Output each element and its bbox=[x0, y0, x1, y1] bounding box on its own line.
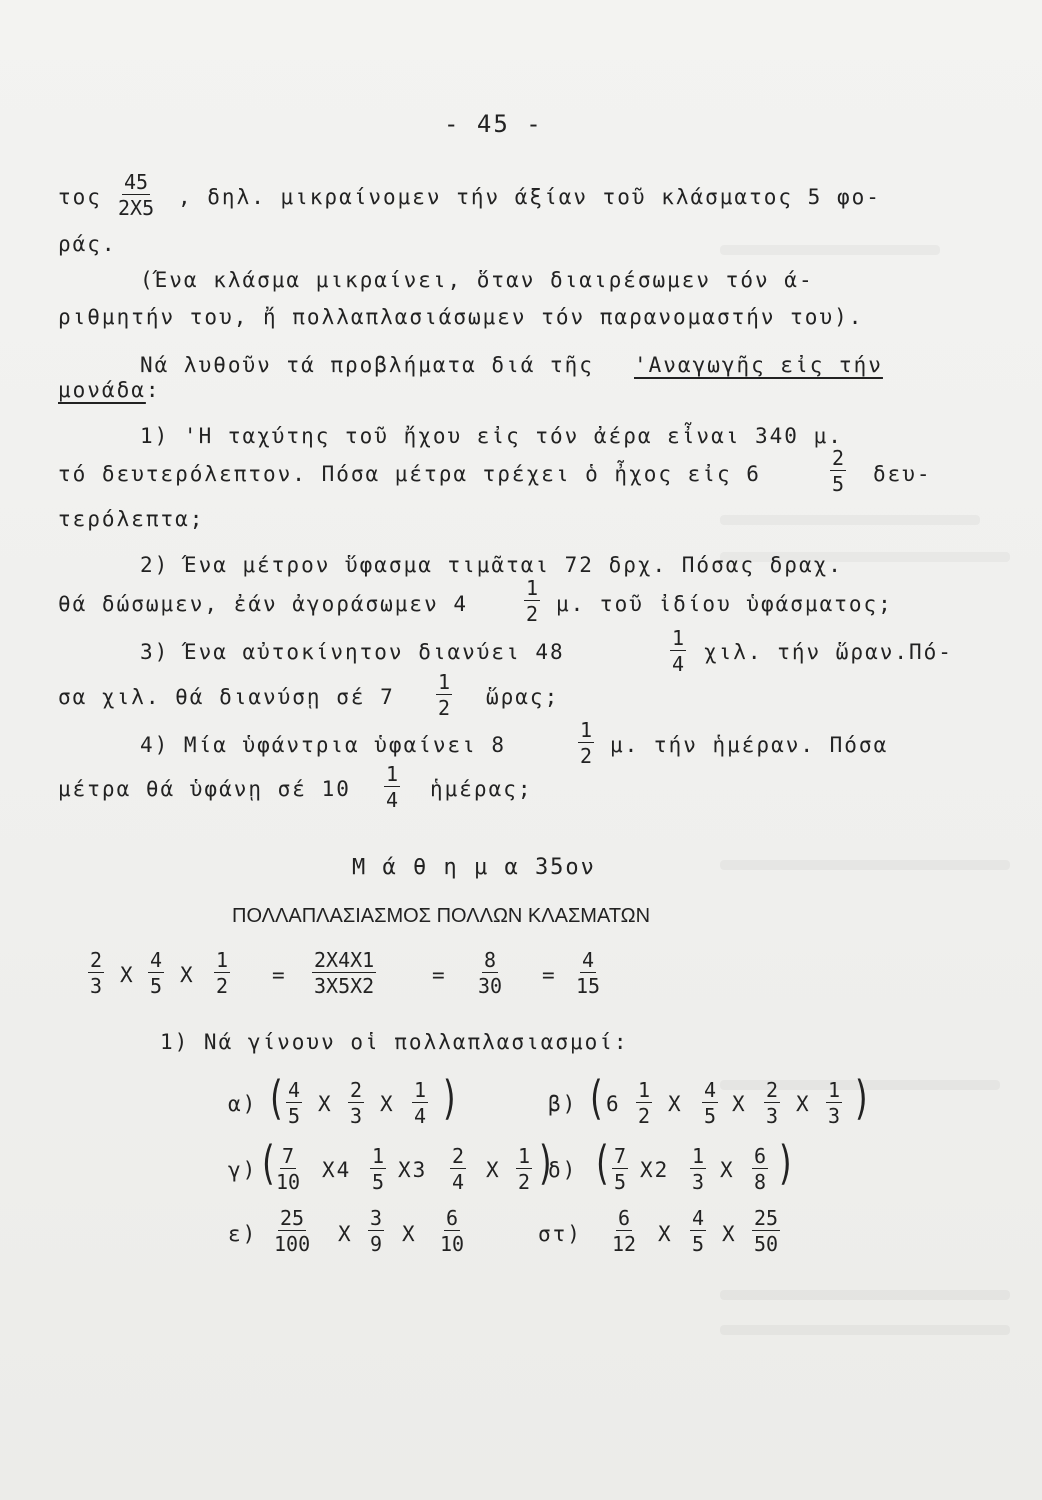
problem-4: ἡμέρας; bbox=[430, 777, 533, 801]
bleed-through bbox=[720, 860, 1010, 870]
times-sign: Χ bbox=[796, 1092, 811, 1116]
fraction: $\frac{1}{2}$ bbox=[526, 576, 539, 626]
fraction: $\frac{7}{5}$ bbox=[614, 1144, 627, 1194]
fraction: $\frac{1}{5}$ bbox=[372, 1144, 385, 1194]
lesson-subtitle: ΠΟΛΛΑΠΛΑΣΙΑΣΜΟΣ ΠΟΛΛΩΝ ΚΛΑΣΜΑΤΩΝ bbox=[232, 905, 651, 927]
whole-number: Χ2 bbox=[640, 1158, 670, 1182]
intro-text: , δηλ. μικραίνομεν τήν άξίαν τοῦ κλάσματος 5 φο- bbox=[178, 185, 881, 209]
fraction: $\frac{1}{2}$ bbox=[438, 670, 451, 720]
problem-2: μ. τοῦ ἰδίου ὑφάσματος; bbox=[556, 592, 893, 616]
fraction: $\frac{4}{5}$ bbox=[692, 1206, 705, 1256]
whole-number: Χ3 bbox=[398, 1158, 428, 1182]
problem-3: 3) Ένα αὐτοκίνητον διανύει 48 bbox=[140, 640, 565, 664]
paren: ) bbox=[536, 1136, 556, 1190]
fraction: $\frac{4}{15}$ bbox=[576, 948, 601, 998]
problem-4: 4) Μία ὑφάντρια ὑφαίνει 8 bbox=[140, 733, 507, 757]
bleed-through bbox=[720, 515, 980, 525]
problem-1: τερόλεπτα; bbox=[58, 507, 205, 531]
task-line2: μονάδα: bbox=[58, 378, 161, 402]
fraction: $\frac{4}{5}$ bbox=[150, 948, 163, 998]
exercise-label: δ) bbox=[548, 1158, 578, 1182]
exercise-label: β) bbox=[548, 1092, 578, 1116]
page-number: - 45 - bbox=[444, 110, 543, 138]
fraction: $\frac{2}{3}$ bbox=[766, 1078, 779, 1128]
times-sign: Χ bbox=[318, 1092, 333, 1116]
times-sign: Χ bbox=[658, 1222, 673, 1246]
note-text: ριθμητήν του, ἤ πολλαπλασιάσωμεν τόν παρανομαστήν του). bbox=[58, 305, 864, 329]
bleed-through bbox=[720, 1290, 1010, 1300]
fraction: $\frac{25}{100}$ bbox=[274, 1206, 311, 1256]
times-sign: Χ bbox=[380, 1092, 395, 1116]
paren: ) bbox=[776, 1136, 796, 1190]
fraction: $\frac{1}{2}$ bbox=[216, 948, 229, 998]
times-sign: Χ bbox=[732, 1092, 747, 1116]
times-sign: Χ bbox=[722, 1222, 737, 1246]
fraction: $\frac{2}{3}$ bbox=[90, 948, 103, 998]
paren: ) bbox=[440, 1071, 460, 1125]
task-underlined: 'Αναγωγῆς εἰς τήν bbox=[634, 353, 883, 377]
fraction: $\frac{3}{9}$ bbox=[370, 1206, 383, 1256]
paren: ( bbox=[258, 1136, 278, 1190]
problem-3: χιλ. τήν ὥραν.Πό- bbox=[704, 640, 953, 664]
fraction: $\frac{1}{4}$ bbox=[672, 626, 685, 676]
whole-number: Χ4 bbox=[322, 1158, 352, 1182]
intro-text: τος bbox=[58, 185, 102, 209]
fraction: $\frac{1}{3}$ bbox=[692, 1144, 705, 1194]
exercise-label: στ) bbox=[538, 1222, 582, 1246]
intro-text: ράς. bbox=[58, 232, 117, 256]
times-sign: Χ bbox=[120, 963, 135, 987]
paren: ( bbox=[586, 1071, 606, 1125]
fraction: $\frac{8}{30}$ bbox=[478, 948, 503, 998]
paren: ( bbox=[592, 1136, 612, 1190]
problem-1: 1) 'Η ταχύτης τοῦ ἤχου εἰς τόν ἀέρα εἶναι 340 μ. bbox=[140, 424, 843, 448]
times-sign: Χ bbox=[338, 1222, 353, 1246]
fraction: $\frac{1}{4}$ bbox=[386, 762, 399, 812]
times-sign: Χ bbox=[668, 1092, 683, 1116]
fraction: $\frac{4}{5}$ bbox=[704, 1078, 717, 1128]
fraction: $\frac{6}{12}$ bbox=[612, 1206, 637, 1256]
fraction: $\frac{7}{10}$ bbox=[276, 1144, 301, 1194]
fraction: $\frac{1}{2}$ bbox=[580, 718, 593, 768]
fraction: $\frac{2X4X1}{3X5X2}$ bbox=[314, 948, 375, 998]
times-sign: Χ bbox=[402, 1222, 417, 1246]
times-sign: Χ bbox=[486, 1158, 501, 1182]
paren: ) bbox=[852, 1071, 872, 1125]
problem-2: θά δώσωμεν, ἐάν ἀγοράσωμεν 4 bbox=[58, 592, 469, 616]
fraction: $\frac{2}{5}$ bbox=[832, 446, 845, 496]
bleed-through bbox=[720, 1325, 1010, 1335]
equals-sign: = bbox=[272, 963, 287, 987]
times-sign: Χ bbox=[180, 963, 195, 987]
problem-3: σα χιλ. θά διανύσῃ σέ 7 bbox=[58, 685, 395, 709]
lesson-title: Μ ά θ η μ α 35ον bbox=[352, 855, 596, 880]
problem-1: τό δευτερόλεπτον. Πόσα μέτρα τρέχει ὁ ἦχος εἰς 6 bbox=[58, 462, 761, 486]
note-text: (Ένα κλάσμα μικραίνει, ὅταν διαιρέσωμεν τόν ά- bbox=[140, 268, 814, 292]
problem-4: μέτρα θά ὑφάνῃ σέ 10 bbox=[58, 777, 351, 801]
problem-3: ὥρας; bbox=[486, 685, 560, 709]
whole-number: 6 bbox=[606, 1092, 621, 1116]
exercise-label: ε) bbox=[228, 1222, 258, 1246]
fraction: $\frac{1}{2}$ bbox=[518, 1144, 531, 1194]
fraction: $\frac{1}{2}$ bbox=[638, 1078, 651, 1128]
times-sign: Χ bbox=[720, 1158, 735, 1182]
fraction: $\frac{1}{3}$ bbox=[828, 1078, 841, 1128]
problem-4: μ. τήν ἡμέραν. Πόσα bbox=[610, 733, 889, 757]
exercises-heading: 1) Νά γίνουν οἱ πολλαπλασιασμοί: bbox=[160, 1030, 629, 1054]
fraction: $\frac{2}{4}$ bbox=[452, 1144, 465, 1194]
exercise-label: α) bbox=[228, 1092, 258, 1116]
bleed-through bbox=[720, 245, 940, 255]
fraction: $\frac{25}{50}$ bbox=[754, 1206, 779, 1256]
problem-1: δευ- bbox=[873, 462, 932, 486]
problem-2: 2) Ένα μέτρον ὕφασμα τιμᾶται 72 δρχ. Πόσας δραχ. bbox=[140, 553, 843, 577]
fraction: $\frac{6}{8}$ bbox=[754, 1144, 767, 1194]
task-text: Νά λυθοῦν τά προβλήματα διά τῆς bbox=[140, 353, 594, 377]
fraction: $\frac{4}{5}$ bbox=[288, 1078, 301, 1128]
fraction: $\frac{6}{10}$ bbox=[440, 1206, 465, 1256]
fraction: $\frac{2}{3}$ bbox=[350, 1078, 363, 1128]
paren: ( bbox=[266, 1071, 286, 1125]
fraction: $\frac{1}{4}$ bbox=[414, 1078, 427, 1128]
exercise-label: γ) bbox=[228, 1158, 258, 1182]
equals-sign: = bbox=[432, 963, 447, 987]
equals-sign: = bbox=[542, 963, 557, 987]
fraction: $\frac{45}{2X5}$ bbox=[118, 170, 155, 220]
